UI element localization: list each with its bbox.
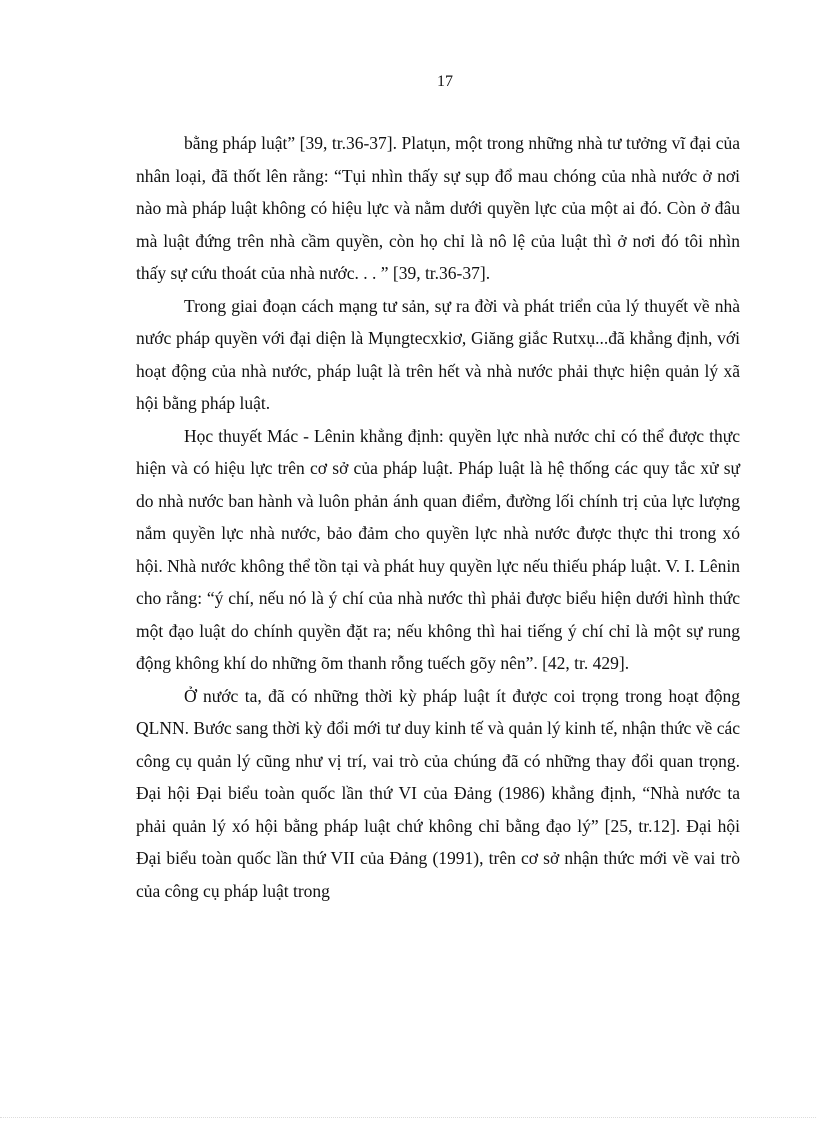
- paragraph-3: Học thuyết Mác - Lênin khẳng định: quyền lực nhà nước chỉ có thể được thực hiện và có hiệu lực trên cơ sở của pháp luật. Pháp luật là hệ thống các quy tắc xử sự do nhà nước ban hành và luôn phản ánh quan điểm, đường lối chính trị của lực lượng nắm quyền lực nhà nước, bảo đảm cho quyền lực nhà nước được thực thi trong xó hội. Nhà nước không thể tồn tại và phát huy quyền lực nếu thiếu pháp luật. V. I. Lênin cho rằng: “ý chí, nếu nó là ý chí của nhà nước thì phải được biểu hiện dưới hình thức một đạo luật do chính quyền đặt ra; nếu không thì hai tiếng ý chí chỉ là một sự rung động không khí do những õm thanh rỗng tuếch gõy nên”. [42, tr. 429].: [136, 425, 740, 673]
- paragraph-1: bằng pháp luật” [39, tr.36-37]. Platụn, một trong những nhà tư tưởng vĩ đại của nhân loại, đã thốt lên rằng: “Tụi nhìn thấy sự sụp đổ mau chóng của nhà nước ở nơi nào mà pháp luật không có hiệu lực và nằm dưới quyền lực của một ai đó. Còn ở đâu mà luật đứng trên nhà cầm quyền, còn họ chỉ là nô lệ của luật thì ở nơi đó tôi nhìn thấy sự cứu thoát của nhà nước. . . ” [39, tr.36-37].: [136, 133, 740, 283]
- paragraph-4: Ở nước ta, đã có những thời kỳ pháp luật ít được coi trọng trong hoạt động QLNN. Bước sang thời kỳ đổi mới tư duy kinh tế và quản lý kinh tế, nhận thức về các công cụ quản lý cũng như vị trí, vai trò của chúng đã có những thay đổi quan trọng. Đại hội Đại biểu toàn quốc lần thứ VI của Đảng (1986) khẳng định, “Nhà nước ta phải quản lý xó hội bằng pháp luật chứ không chỉ bằng đạo lý” [25, tr.12]. Đại hội Đại biểu toàn quốc lần thứ VII của Đảng (1991), trên cơ sở nhận thức mới về vai trò của công cụ pháp luật trong: [136, 685, 740, 901]
- page-bottom-divider: [0, 1117, 816, 1118]
- paragraph-2: Trong giai đoạn cách mạng tư sản, sự ra đời và phát triển của lý thuyết về nhà nước pháp quyền với đại diện là Mụngtecxkiơ, Giăng giắc Rutxụ...đã khẳng định, với hoạt động của nhà nước, pháp luật là trên hết và nhà nước phải thực hiện quản lý xã hội bằng pháp luật.: [136, 295, 740, 413]
- document-body: [136, 127, 740, 907]
- page-number: 17: [437, 73, 453, 90]
